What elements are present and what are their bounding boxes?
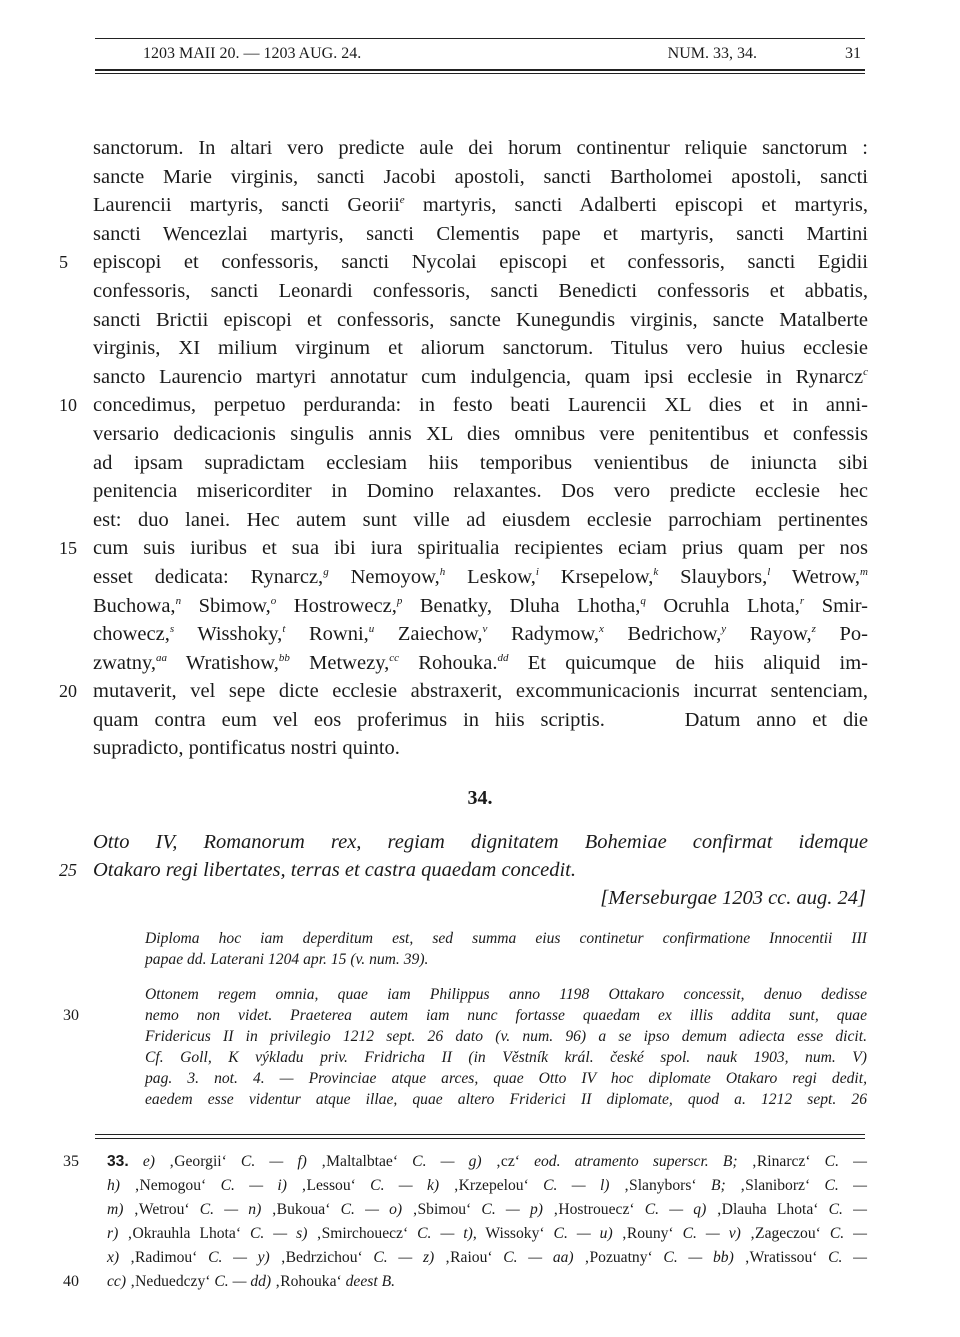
footnote-line: 35 33. e) ‚Georgii‘ C. — f) ‚Maltalbtae‘ C. — g) ‚cz‘ eod. atramento superscr. B; ‚Rinarcz‘ C. —: [107, 1150, 867, 1174]
text-line: sancte Marie virginis, sancti Jacobi apostoli, sancti Bartholomei apostoli, sancti: [93, 165, 868, 188]
text-line: virginis, XI milium virginum et aliorum sanctorum. Titulus vero huius ecclesie: [93, 337, 868, 360]
page-number: 31: [845, 45, 861, 62]
running-header: [95, 38, 865, 74]
header-date-range: 1203 MAII 20. — 1203 AUG. 24.: [143, 45, 362, 62]
regest-line: 25 Otakaro regi libertates, terras et castra quaedam concedit.: [93, 856, 868, 884]
text-line: sancto Laurencio martyri annotatur cum indulgencia, quam ipsi ecclesie in Rynarcz$^c$: [93, 365, 868, 388]
commentary-line: pag. 3. not. 4. — Provinciae atque arces, quae Otto IV hoc diplomate Otakaro regi dedit,: [145, 1070, 867, 1087]
line-number: 35: [63, 1153, 79, 1170]
commentary-line: Ottonem regem omnia, quae iam Philippus anno 1198 Ottakaro concessit, denuo dedisse: [145, 986, 867, 1003]
footnotes: [63, 1150, 868, 1294]
footnote-separator: [95, 1134, 865, 1139]
text-line: zwatny,$^{aa}$ Wratishow,$^{bb}$ Metwezy,$^{cc}$ Rohouka.$^{dd}$ Et quicumque de hiis aliquid im-: [93, 651, 868, 674]
text-line: Laurencii martyris, sancti Georii$^e$ martyris, sancti Adalberti episcopi et martyris,: [93, 194, 868, 217]
text-line: esset dedicata: Rynarcz,$^g$ Nemoyow,$^h$ Leskow,$^i$ Krsepelow,$^k$ Slauybors,$^l$ Wetrow,$^m$: [93, 565, 868, 588]
header-row: [95, 39, 865, 69]
commentary-line: Diploma hoc iam deperditum est, sed summa eius continetur confirmatione Innocentii III: [145, 930, 867, 947]
document-number: 34.: [467, 787, 493, 809]
line-number: 5: [59, 252, 68, 273]
footnote-line: 40 cc) ‚Neduedczy‘ C. — dd) ‚Rohouka‘ deest B.: [107, 1270, 867, 1294]
text-line: confessoris, sancti Leonardi confessoris, sancti Benedicti confessoris et abbatis,: [93, 279, 868, 302]
text-line: est: duo lanei. Hec autem sunt ville ad eiusdem ecclesie parrochiam pertinentes: [93, 508, 868, 531]
text-line: 5 episcopi et confessoris, sancti Nycolai episcopi et confessoris, sancti Egidii: [93, 248, 868, 277]
date-place-line: [Merseburgae 1203 cc. aug. 24]: [600, 887, 866, 909]
header-bottom-rule: [95, 69, 865, 71]
text-line: versario dedicacionis singulis annis XL dies omnibus vere penitentibus et confessis: [93, 422, 868, 445]
commentary-line: Fridericus II in privilegio 1212 sept. 26 dato (v. num. 96) a se ipso demum adiecta esse dicit.: [145, 1028, 867, 1045]
footnote-line: m) ‚Wetrou‘ C. — n) ‚Bukoua‘ C. — o) ‚Sbimou‘ C. — p) ‚Hostrouecz‘ C. — q) ‚Dlauha Lhota‘ C. —: [107, 1201, 868, 1218]
line-number: 25: [59, 860, 77, 880]
line-number: 40: [63, 1273, 79, 1290]
footnote-line: h) ‚Nemogou‘ C. — i) ‚Lessou‘ C. — k) ‚Krzepelou‘ C. — l) ‚Slanybors‘ B; ‚Slaniborz‘ C. —: [107, 1177, 867, 1194]
footnote-line: r) ‚Okrauhla Lhota‘ C. — s) ‚Smirchouecz‘ C. — t), Wissoky‘ C. — u) ‚Rouny‘ C. — v) ‚Zageczou‘ C. —: [107, 1225, 867, 1242]
text-line: 10 concedimus, perpetuo perduranda: in festo beati Laurencii XL dies et in anni-: [93, 391, 868, 420]
text-line: 15 cum suis iuribus et sua ibi iura spiritualia recipientes eciam prius quam per nos: [93, 534, 868, 563]
commentary-paragraph-2: [63, 984, 867, 1110]
line-number: 30: [63, 1007, 79, 1024]
commentary-line: papae dd. Laterani 1204 apr. 15 (v. num. 39).: [145, 951, 429, 968]
text-line: sancti Brictii episcopi et confessoris, sancte Kunegundis virginis, sancte Matalberte: [93, 308, 868, 331]
text-line: supradicto, pontificatus nostri quinto.: [93, 737, 400, 760]
commentary-line: Cf. Goll, K výkladu priv. Fridricha II (in Věstník král. české spol. nauk 1903, num. V): [145, 1049, 867, 1066]
main-text: [59, 134, 869, 763]
commentary-paragraph-1: [145, 928, 867, 970]
text-line: sanctorum. In altari vero predicte aule dei horum continentur reliquie sanctorum :: [93, 137, 868, 159]
text-line: Buchowa,$^n$ Sbimow,$^o$ Hostrowecz,$^p$ Benatky, Dluha Lhotha,$^q$ Ocruhla Lhota,$^r$ Smir-: [93, 594, 869, 617]
header-bottom-rule-thin: [95, 73, 865, 74]
text-line: ad ipsam supradictam ecclesiam hiis temporibus venientibus de iniuncta sibi: [93, 451, 868, 474]
commentary-line: 30 nemo non videt. Praeterea autem iam nunc fortasse quaedam ex illis addita sunt, quae: [63, 1007, 867, 1024]
line-number: 15: [59, 538, 77, 559]
text-line: 20 mutaverit, vel sepe dicte ecclesie abstraxerit, excommunicacionis incurrat sentenciam,: [93, 677, 868, 706]
regest: [59, 828, 868, 912]
line-number: 20: [59, 681, 77, 702]
header-doc-numbers: NUM. 33, 34.: [667, 45, 757, 62]
commentary-line: eaedem esse videntur atque illae, quae altero Friderici II diplomate, quod a. 1212 sept. 26: [145, 1091, 867, 1108]
regest-line: Otto IV, Romanorum rex, regiam dignitatem Bohemiae confirmat idemque: [93, 831, 868, 853]
text-line: quam contra eum vel eos proferimus in hiis scriptis. Datum anno et die: [93, 708, 868, 731]
footnote-line: x) ‚Radimou‘ C. — y) ‚Bedrzichou‘ C. — z) ‚Raiou‘ C. — aa) ‚Pozuatny‘ C. — bb) ‚Wratissou‘ C. —: [107, 1249, 868, 1266]
text-line: penitencia misericorditer in Domino relaxantes. Dos vero predicte ecclesie hec: [93, 480, 868, 503]
text-line: chowecz,$^s$ Wisshoky,$^t$ Rowni,$^u$ Zaiechow,$^v$ Radymow,$^x$ Bedrichow,$^y$ Rayow,$^z$ Po-: [93, 623, 868, 646]
text-line: sancti Wencezlai martyris, sancti Clementis pape et martyris, sancti Martini: [93, 222, 868, 245]
line-number: 10: [59, 395, 77, 416]
